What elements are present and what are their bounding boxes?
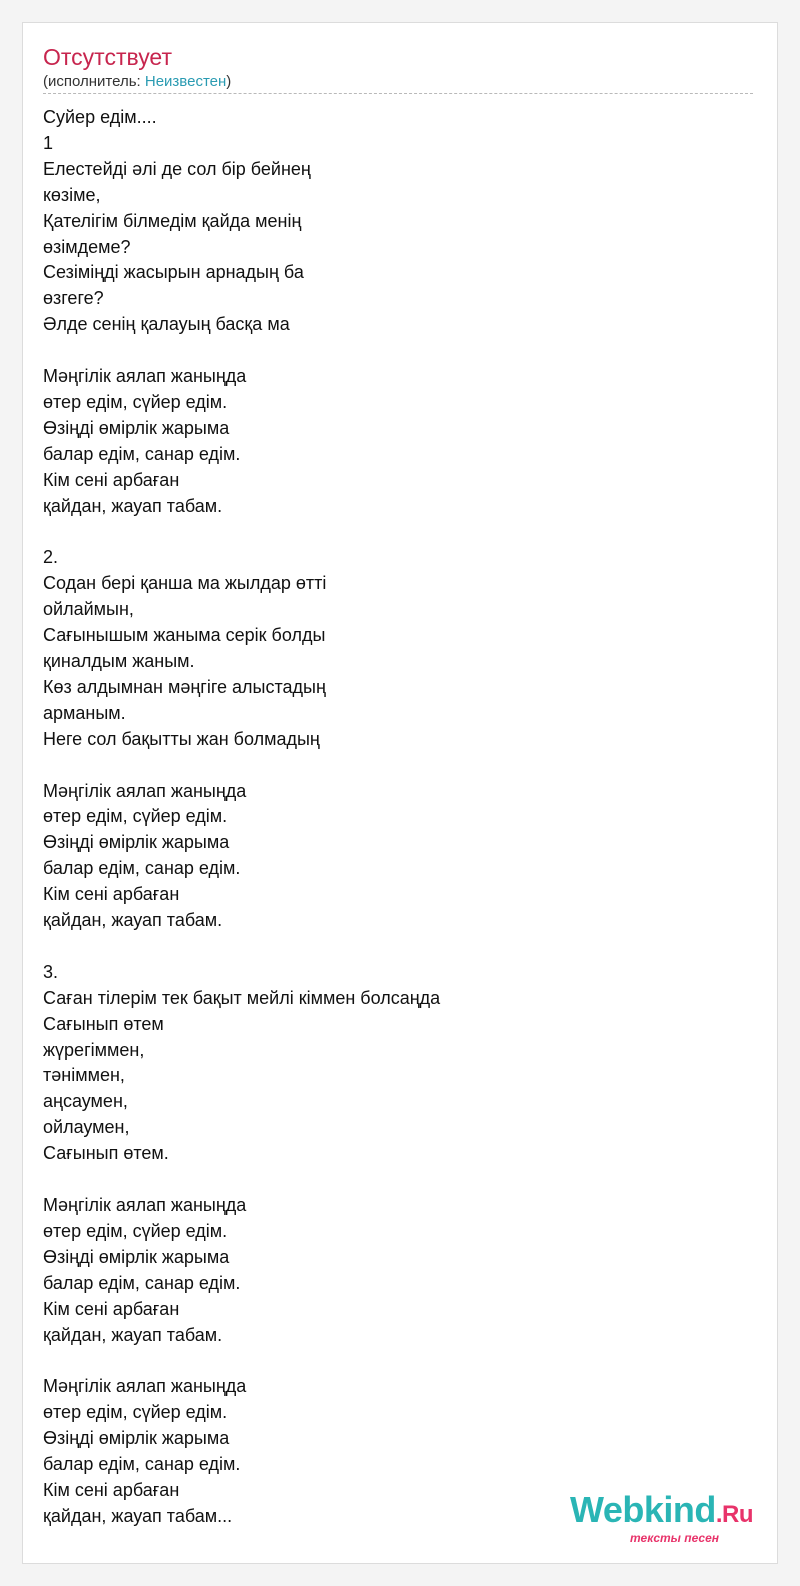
lyric-line: 2.: [43, 547, 59, 568]
lyric-line: [43, 934, 753, 960]
lyric-line: [43, 1348, 753, 1374]
lyric-line: Неге сол бақытты жан болмадың: [43, 728, 320, 749]
performer-suffix: ): [226, 73, 232, 90]
lyric-line: Суйер едім....: [43, 107, 157, 127]
lyric-line: Мәңгілік аялап жаныңда: [43, 366, 247, 387]
lyric-line: Өзіңді өмірлік жарыма: [43, 1428, 230, 1449]
lyric-line: Сағынып өтем.: [43, 1143, 169, 1164]
lyric-line: жүрегіммен,: [43, 1039, 145, 1060]
lyric-line: өтер едім, сүйер едім.: [43, 1220, 228, 1241]
lyric-line: Өзіңді өмірлік жарыма: [43, 1246, 230, 1267]
lyric-line: Елестейді әлі де сол бір бейнең: [43, 158, 311, 179]
lyric-line: [43, 519, 753, 545]
lyric-line: Сезіміңді жасырын арнадың ба: [43, 262, 304, 283]
lyric-line: Сағынып өтем: [43, 1013, 164, 1034]
performer-link[interactable]: Неизвестен: [144, 73, 227, 90]
lyric-line: балар едім, санар едім.: [43, 1272, 241, 1293]
lyric-line: тәніммен,: [43, 1065, 125, 1086]
performer-prefix: (исполнитель:: [43, 73, 145, 90]
logo-main-text: Webkind: [569, 1489, 716, 1530]
lyric-line: арманым.: [43, 702, 126, 723]
lyric-line: Саған тілерім тек бақыт мейлі кіммен болсаңда: [43, 987, 441, 1008]
lyric-line: Кім сені арбаған: [43, 884, 180, 905]
lyric-line: қиналдым жаным.: [43, 651, 195, 671]
lyric-line: [43, 753, 753, 779]
song-title: Отсутствует: [43, 44, 172, 70]
logo-wordmark: [569, 1489, 753, 1533]
lyric-line: қайдан, жауап табам.: [43, 495, 223, 516]
lyric-line: Мәңгілік аялап жаныңда: [43, 780, 247, 801]
logo-tagline: тексты песен: [630, 1531, 719, 1545]
lyric-line: Әлде сенің қалауың басқа ма: [43, 314, 290, 335]
lyric-line: Қателігім білмедім қайда менің: [43, 210, 302, 231]
lyric-line: өтер едім, сүйер едім.: [43, 806, 228, 827]
lyric-line: ойлаймын,: [43, 599, 134, 620]
lyric-line: [43, 1167, 753, 1193]
dashed-divider: [43, 93, 753, 94]
lyric-line: Мәңгілік аялап жаныңда: [43, 1194, 247, 1215]
lyric-line: 3.: [43, 961, 59, 982]
lyric-line: қайдан, жауап табам.: [43, 910, 223, 931]
lyric-line: Кім сені арбаған: [43, 1298, 180, 1319]
lyric-line: ойлаумен,: [43, 1117, 130, 1138]
lyric-line: балар едім, санар едім.: [43, 858, 241, 879]
webkind-logo[interactable]: [569, 1489, 753, 1545]
lyric-line: Сағынышым жаныма серік болды: [43, 625, 326, 646]
lyric-line: балар едім, санар едім.: [43, 443, 241, 464]
lyric-line: Содан бері қанша ма жылдар өтті: [43, 573, 327, 594]
lyric-line: көзіме,: [43, 184, 101, 205]
lyric-line: [43, 338, 753, 364]
lyric-line: қайдан, жауап табам...: [43, 1505, 233, 1526]
performer-line: [43, 73, 231, 91]
lyric-line: Кім сені арбаған: [43, 1479, 180, 1500]
lyric-line: 1: [43, 132, 54, 153]
lyric-line: қайдан, жауап табам.: [43, 1324, 223, 1345]
lyric-line: өзімдеме?: [43, 236, 131, 257]
lyric-line: өтер едім, сүйер едім.: [43, 391, 228, 412]
lyric-line: балар едім, санар едім.: [43, 1454, 241, 1475]
logo-suffix: .Ru: [715, 1501, 753, 1528]
lyric-line: Өзіңді өмірлік жарыма: [43, 832, 230, 853]
lyric-line: аңсаумен,: [43, 1091, 128, 1112]
lyric-line: Өзіңді өмірлік жарыма: [43, 417, 230, 438]
lyric-line: Көз алдымнан мәңгіге алыстадың: [43, 676, 326, 697]
lyric-line: өзгеге?: [43, 288, 104, 309]
lyric-line: Мәңгілік аялап жаныңда: [43, 1376, 247, 1397]
lyrics-card: [22, 22, 778, 1564]
lyrics-text: [43, 105, 753, 1530]
lyric-line: өтер едім, сүйер едім.: [43, 1402, 228, 1423]
lyric-line: Кім сені арбаған: [43, 469, 180, 490]
